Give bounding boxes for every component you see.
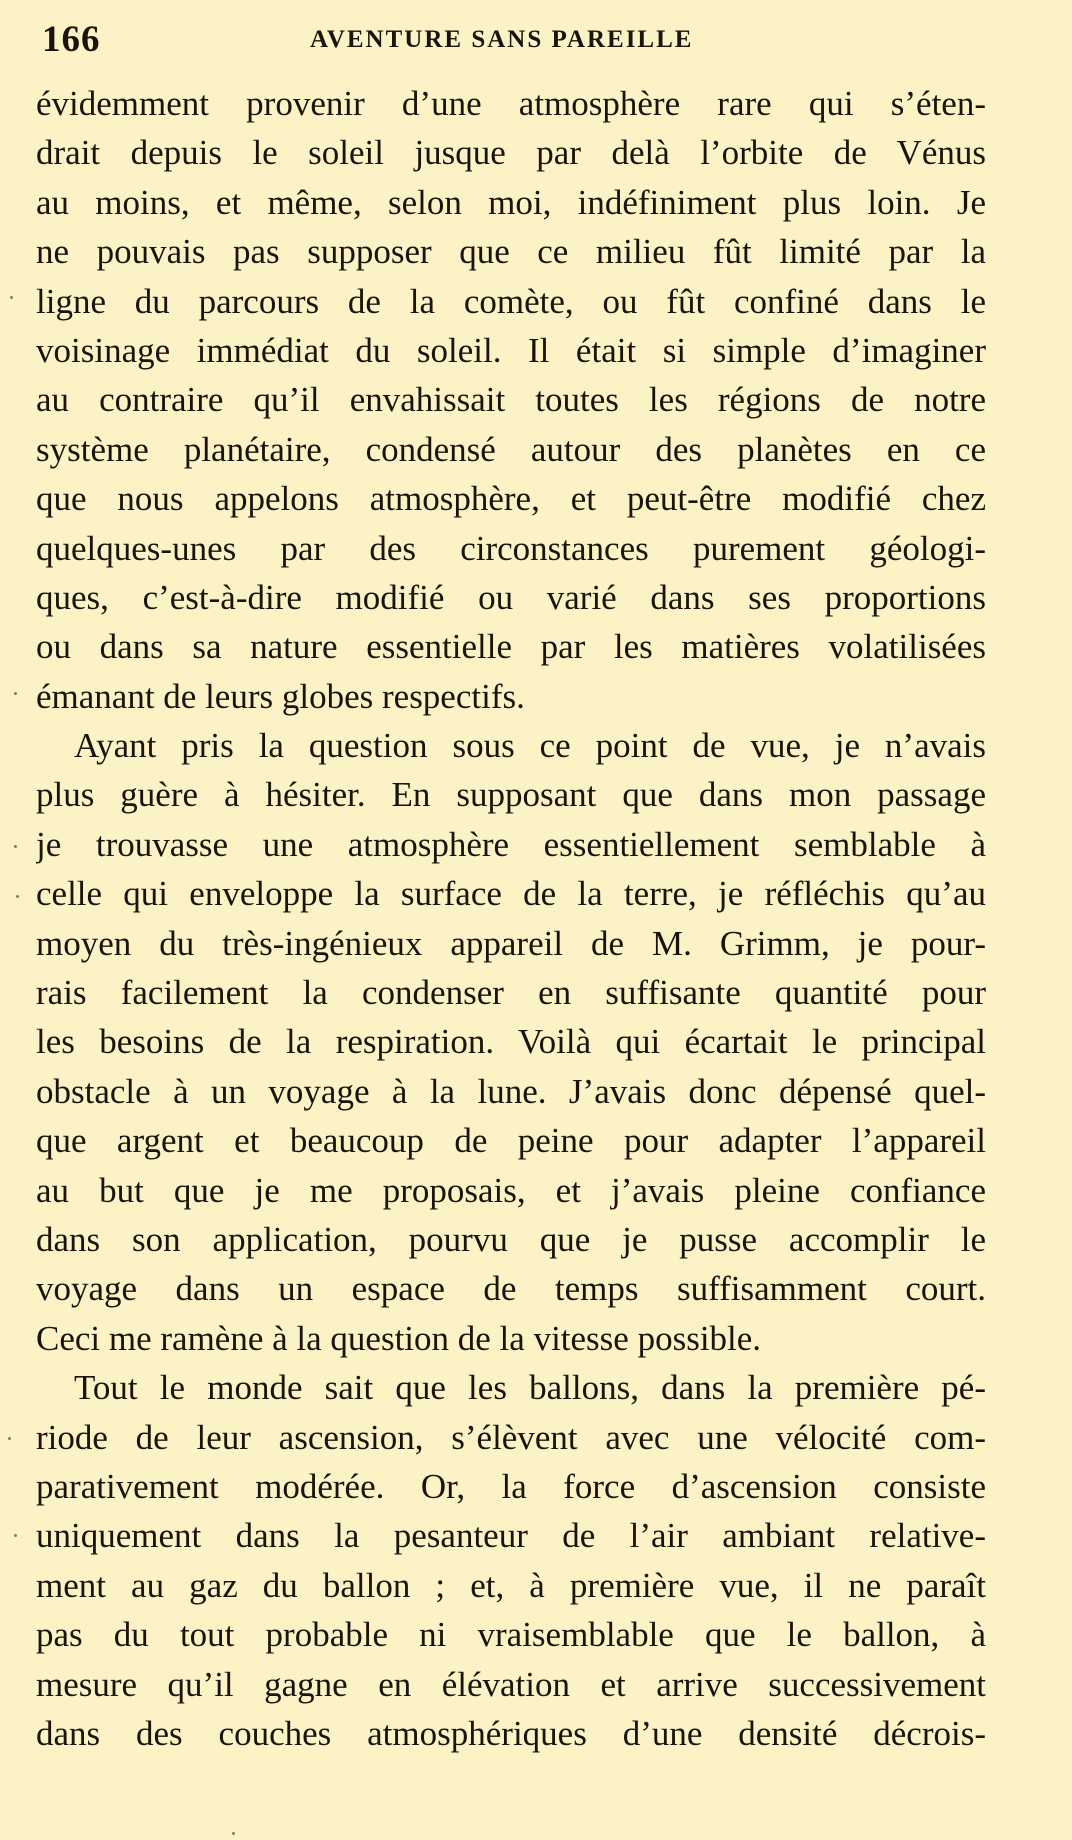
text-line: Ceci me ramène à la question de la vitesse possible. (36, 1318, 762, 1358)
paragraph (36, 721, 986, 1363)
text-line: moyen du très-ingénieux appareil de M. Grimm, je pour- (36, 923, 986, 963)
text-line: drait depuis le soleil jusque par delà l’orbite de Vénus (36, 133, 986, 173)
page-header (38, 18, 988, 68)
text-line: rais facilement la condenser en suffisante quantité pour (36, 973, 986, 1013)
text-line: les besoins de la respiration. Voilà qui écartait le principal (36, 1022, 986, 1062)
print-speck (14, 1534, 17, 1537)
text-line: au but que je me proposais, et j’avais pleine confiance (36, 1170, 986, 1210)
print-speck (16, 895, 19, 898)
body-text (36, 79, 986, 1758)
text-line: émanant de leurs globes respectifs. (36, 676, 525, 716)
text-line: que argent et beaucoup de peine pour adapter l’appareil (36, 1121, 986, 1161)
text-line: riode de leur ascension, s’élèvent avec une vélocité com- (36, 1417, 986, 1457)
text-line: au moins, et même, selon moi, indéfiniment plus loin. Je (36, 182, 986, 222)
text-line: celle qui enveloppe la surface de la terre, je réfléchis qu’au (36, 874, 986, 914)
text-line: voisinage immédiat du soleil. Il était si simple d’imaginer (36, 330, 986, 370)
text-line: mesure qu’il gagne en élévation et arrive successivement (36, 1664, 986, 1704)
paragraph (36, 79, 986, 721)
text-line: au contraire qu’il envahissait toutes les régions de notre (36, 380, 986, 420)
text-line: voyage dans un espace de temps suffisamment court. (36, 1269, 986, 1309)
text-line: ligne du parcours de la comète, ou fût confiné dans le (36, 281, 986, 321)
text-line: ou dans sa nature essentielle par les matières volatilisées (36, 627, 986, 667)
paragraph (36, 1363, 986, 1758)
print-speck (8, 1437, 11, 1440)
text-line: système planétaire, condensé autour des planètes en ce (36, 429, 986, 469)
print-speck (14, 845, 17, 848)
text-line: Tout le monde sait que les ballons, dans la première pé- (74, 1368, 986, 1408)
text-line: ment au gaz du ballon ; et, à première vue, il ne paraît (36, 1565, 986, 1605)
text-line: Ayant pris la question sous ce point de vue, je n’avais (74, 726, 986, 766)
text-line: uniquement dans la pesanteur de l’air ambiant relative- (36, 1516, 986, 1556)
text-line: dans son application, pourvu que je pusse accomplir le (36, 1219, 986, 1259)
text-line: je trouvasse une atmosphère essentiellement semblable à (36, 824, 986, 864)
text-line: parativement modérée. Or, la force d’ascension consiste (36, 1466, 986, 1506)
text-line: pas du tout probable ni vraisemblable que le ballon, à (36, 1615, 986, 1655)
text-line: dans des couches atmosphériques d’une densité décrois- (36, 1713, 986, 1753)
print-speck (10, 296, 13, 299)
running-head: AVENTURE SANS PAREILLE (310, 26, 694, 53)
print-speck (14, 692, 17, 695)
text-line: plus guère à hésiter. En supposant que dans mon passage (36, 775, 986, 815)
print-speck (232, 1832, 235, 1835)
page-number: 166 (42, 19, 101, 60)
text-line: ques, c’est-à-dire modifié ou varié dans ses proportions (36, 577, 986, 617)
text-line: quelques-unes par des circonstances purement géologi- (36, 528, 986, 568)
text-line: évidemment provenir d’une atmosphère rare qui s’éten- (36, 84, 986, 123)
text-line: ne pouvais pas supposer que ce milieu fût limité par la (36, 232, 986, 272)
text-line: obstacle à un voyage à la lune. J’avais donc dépensé quel- (36, 1071, 986, 1111)
text-line: que nous appelons atmosphère, et peut-être modifié chez (36, 479, 986, 519)
